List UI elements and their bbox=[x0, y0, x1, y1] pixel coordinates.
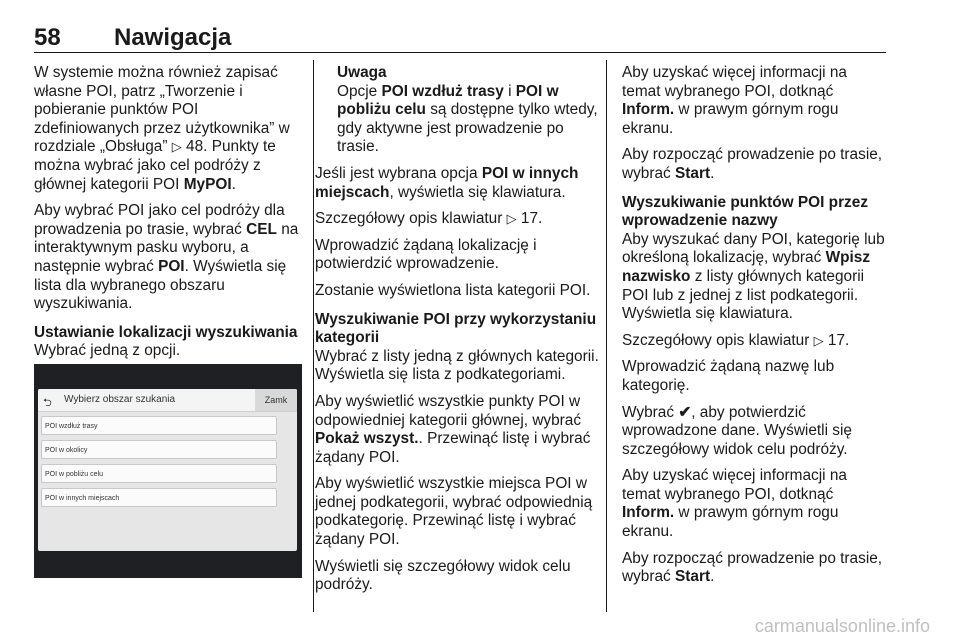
paragraph: Aby uzyskać więcej informacji na temat wybranego POI, dotknąć Inform. w prawym górnym rogu ekranu. bbox=[622, 64, 847, 137]
section-heading: Ustawianie lokalizacji wyszukiwania bbox=[34, 323, 298, 341]
screenshot-image bbox=[34, 364, 302, 578]
column-2 bbox=[315, 64, 599, 603]
paragraph: Szczegółowy opis klawiatur ▷ 17. bbox=[622, 331, 850, 349]
section-heading: Wyszukiwanie punktów POI przez wprowadzenie nazwy bbox=[622, 193, 869, 230]
dialog-title-bar bbox=[38, 389, 297, 412]
paragraph: Jeśli jest wybrana opcja POI w innych miejscach, wyświetla się klawiatura. bbox=[315, 164, 579, 201]
paragraph: Zostanie wyświetlona lista kategorii POI. bbox=[315, 281, 591, 299]
paragraph: Szczegółowy opis klawiatur ▷ 17. bbox=[315, 210, 543, 228]
option-poi-other-places[interactable]: POI w innych miejscach bbox=[41, 488, 277, 507]
paragraph: Wybrać z listy jedną z głównych kategorii. Wyświetla się lista z podkategoriami. bbox=[315, 347, 599, 384]
paragraph: Wprowadzić żądaną nazwę lub kategorię. bbox=[622, 358, 835, 394]
page-header bbox=[34, 24, 916, 50]
paragraph: Wybrać ✔, aby potwierdzić wprowadzone dane. Wyświetli się szczegółowy widok celu podróży. bbox=[622, 403, 852, 458]
paragraph: Wybrać jedną z opcji. bbox=[34, 342, 181, 360]
note-heading: Uwaga bbox=[337, 64, 387, 81]
paragraph: Aby uzyskać więcej informacji na temat wybranego POI, dotknąć Inform. w prawym górnym rogu ekranu. bbox=[622, 467, 847, 541]
header-rule bbox=[34, 52, 886, 53]
column-divider-2 bbox=[606, 60, 607, 612]
column-divider-1 bbox=[313, 60, 314, 612]
option-poi-nearby[interactable]: POI w okolicy bbox=[41, 440, 277, 459]
section-heading: Wyszukiwanie POI przy wykorzystaniu kategorii bbox=[315, 310, 597, 347]
paragraph: Aby wyświetlić wszystkie punkty POI w odpowiedniej kategorii głównej, wybrać Pokaż wszyst.. Przewinąć listę i wybrać żądany POI. bbox=[315, 392, 591, 466]
paragraph: Aby wyszukać dany POI, kategorię lub określoną lokalizację, wybrać Wpisz nazwisko z listy głównych kategorii POI lub z jednej z list podkategorii. Wyświetla się klawiatura. bbox=[622, 230, 885, 323]
note-text: Opcje POI wzdłuż trasy i POI w pobliżu celu są dostępne tylko wtedy, gdy aktywne jest prowadzenie po trasie. bbox=[337, 82, 598, 156]
back-arrow-icon[interactable]: ⮌ bbox=[43, 397, 52, 409]
paragraph: Aby wybrać POI jako cel podróży dla prowadzenia po trasie, wybrać CEL na interaktywnym pasku wyboru, a następnie wybrać POI. Wyświetla się lista dla wybranego obszaru wyszukiwania. bbox=[34, 202, 299, 313]
triangle-right-icon: ▷ bbox=[813, 332, 824, 348]
paragraph: W systemie można również zapisać własne POI, patrz „Tworzenie i pobieranie punktów POI zdefiniowanych przez użytkownika” w rozdziale „Obsługa” ▷ 48. Punkty te można wybrać jako cel podróży z głównej kategorii POI MyPOI. bbox=[34, 64, 290, 193]
watermark: carmanualsonline.info bbox=[754, 616, 930, 636]
paragraph: Aby wyświetlić wszystkie miejsca POI w jednej podkategorii, wybrać odpowiednią podkategorię. Przewinąć listę i wybrać żądany POI. bbox=[315, 475, 593, 549]
column-1 bbox=[34, 64, 304, 369]
search-area-dialog bbox=[38, 389, 297, 551]
page-number: 58 bbox=[34, 24, 61, 51]
paragraph: Aby rozpocząć prowadzenie po trasie, wybrać Start. bbox=[622, 146, 883, 182]
close-button[interactable]: Zamk bbox=[255, 389, 297, 411]
checkmark-icon: ✔ bbox=[678, 403, 692, 421]
paragraph: Wprowadzić żądaną lokalizację i potwierdzić wprowadzenie. bbox=[315, 236, 537, 273]
column-3 bbox=[622, 64, 886, 595]
paragraph: Wyświetli się szczegółowy widok celu podróży. bbox=[315, 557, 571, 594]
triangle-right-icon: ▷ bbox=[171, 139, 182, 155]
option-poi-near-destination[interactable]: POI w pobliżu celu bbox=[41, 464, 277, 483]
paragraph: Aby rozpocząć prowadzenie po trasie, wybrać Start. bbox=[622, 549, 883, 586]
triangle-right-icon: ▷ bbox=[506, 211, 517, 227]
dialog-title: Wybierz obszar szukania bbox=[64, 394, 176, 405]
note-block bbox=[315, 64, 599, 157]
option-poi-along-route[interactable]: POI wzdłuż trasy bbox=[41, 416, 277, 435]
chapter-title: Nawigacja bbox=[114, 24, 232, 51]
